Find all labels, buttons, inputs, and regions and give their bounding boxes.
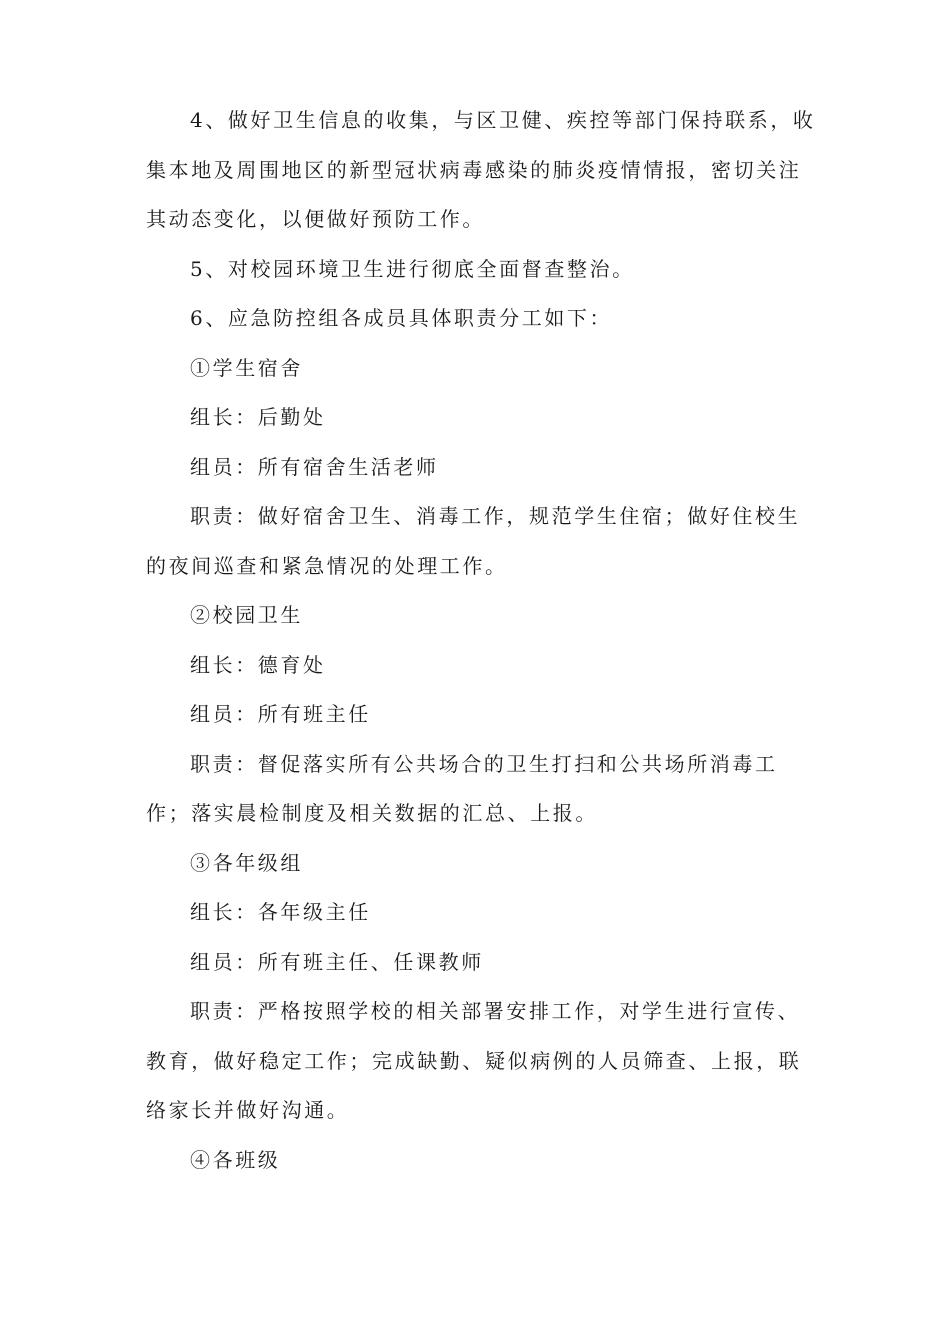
campus-hygiene-group-leader: 组长：德育处 xyxy=(190,652,326,677)
section-heading-grade-groups: ③各年级组 xyxy=(190,850,303,875)
grade-groups-group-members: 组员：所有班主任、任课教师 xyxy=(190,949,484,974)
section-heading-dormitory: ①学生宿舍 xyxy=(190,355,303,380)
grade-groups-responsibilities: 职责：严格按照学校的相关部署安排工作，对学生进行宣传、教育，做好稳定工作；完成缺勤、疑似病例的人员筛查、上报，联络家长并做好沟通。 xyxy=(146,999,802,1122)
dormitory-group-leader: 组长：后勤处 xyxy=(190,405,326,429)
dormitory-group-members: 组员：所有宿舍生活老师 xyxy=(190,454,439,479)
paragraph-item-5-campus-sanitation: 5、对校园环境卫生进行彻底全面督查整治。 xyxy=(190,256,635,281)
campus-hygiene-responsibilities: 职责：督促落实所有公共场合的卫生打扫和公共场所消毒工作；落实晨检制度及相关数据的汇总、上报。 xyxy=(146,751,778,825)
campus-hygiene-group-members: 组员：所有班主任 xyxy=(190,702,371,726)
paragraph-item-6-duty-division: 6、应急防控组各成员具体职责分工如下： xyxy=(190,306,613,330)
paragraph-item-4-info-collection: 4、做好卫生信息的收集，与区卫健、疾控等部门保持联系，收集本地及周围地区的新型冠状病毒感染的肺炎疫情情报，密切关注其动态变化，以便做好预防工作。 xyxy=(146,108,816,231)
section-heading-campus-hygiene: ②校园卫生 xyxy=(190,603,303,627)
section-heading-classes: ④各班级 xyxy=(190,1147,281,1172)
grade-groups-group-leader: 组长：各年级主任 xyxy=(190,900,371,924)
document-body xyxy=(146,96,818,1185)
dormitory-responsibilities: 职责：做好宿舍卫生、消毒工作，规范学生住宿；做好住校生的夜间巡查和紧急情况的处理工作。 xyxy=(146,504,801,578)
